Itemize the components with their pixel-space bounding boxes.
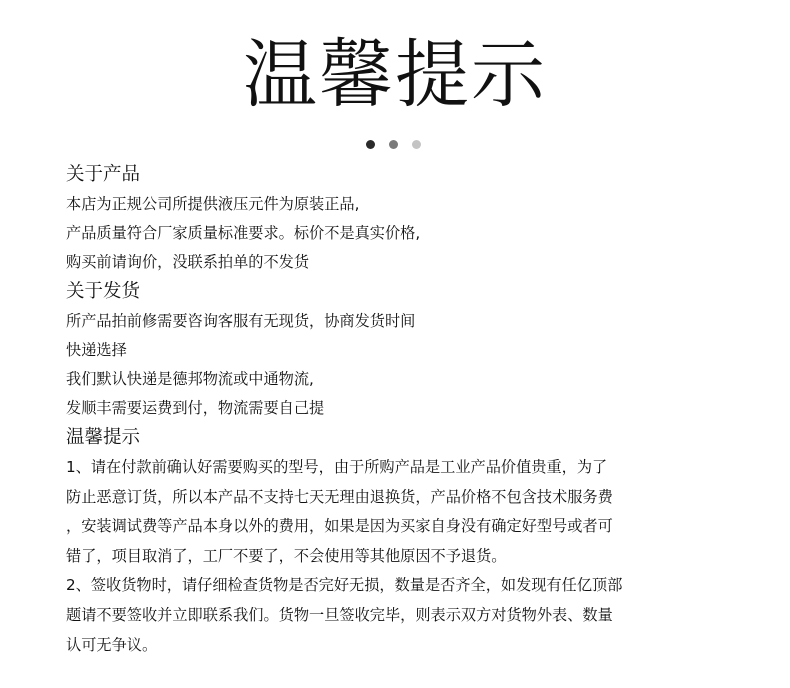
carousel-indicator <box>366 140 421 149</box>
section-line: 我们默认快递是德邦物流或中通物流, <box>66 370 314 388</box>
section-tips <box>66 423 766 660</box>
section-line: 产品质量符合厂家质量标准要求。标价不是真实价格, <box>66 224 421 242</box>
section-line: ，安装调试费等产品本身以外的费用，如果是因为买家自身没有确定好型号或者可 <box>66 517 613 536</box>
page-title: 温馨提示 <box>243 32 547 118</box>
section-about-shipping <box>66 277 766 423</box>
section-line: 认可无争议。 <box>66 635 158 654</box>
section-heading: 温馨提示 <box>66 427 141 448</box>
section-line: 2、签收货物时，请仔细检查货物是否完好无损，数量是否齐全，如发现有任亿顶部 <box>66 576 623 595</box>
section-line: 快递选择 <box>66 341 127 359</box>
section-line: 发顺丰需要运费到付，物流需要自己提 <box>66 399 325 417</box>
section-line: 购买前请询价，没联系拍单的不发货 <box>66 253 309 271</box>
section-line: 题请不要签收并立即联系我们。货物一旦签收完毕，则表示双方对货物外表、数量 <box>66 605 613 624</box>
section-heading: 关于发货 <box>66 281 141 302</box>
notice-content <box>66 160 766 660</box>
section-line: 错了，项目取消了，工厂不要了，不会使用等其他原因不予退货。 <box>66 546 507 565</box>
section-line: 防止恶意订货，所以本产品不支持七天无理由退换货，产品价格不包含技术服务费 <box>66 487 613 506</box>
section-heading: 关于产品 <box>66 164 141 185</box>
carousel-dot-2[interactable] <box>389 140 398 149</box>
section-about-product <box>66 160 766 277</box>
section-line: 所产品拍前修需要咨询客服有无现货，协商发货时间 <box>66 312 416 330</box>
carousel-dot-3[interactable] <box>412 140 421 149</box>
section-line: 1、请在付款前确认好需要购买的型号，由于所购产品是工业产品价值贵重，为了 <box>66 458 608 476</box>
section-line: 本店为正规公司所提供液压元件为原装正品, <box>66 195 360 213</box>
carousel-dot-1[interactable] <box>366 140 375 149</box>
